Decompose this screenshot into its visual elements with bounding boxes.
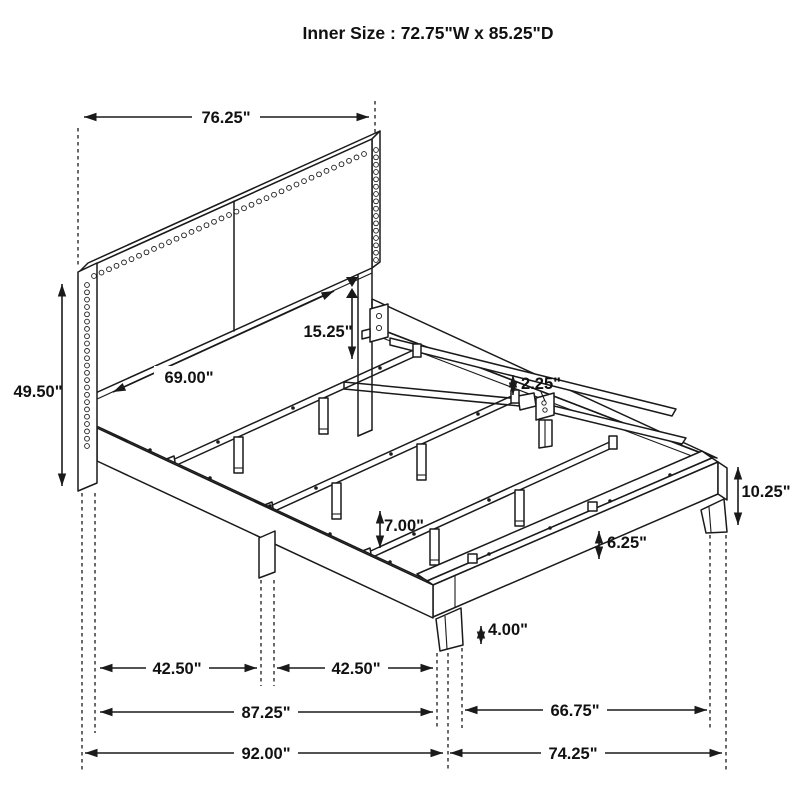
nailhead-icon [114,263,119,268]
dimension-label: 7.00" [384,517,424,535]
nailhead-icon [374,199,379,204]
nailhead-icon [287,186,292,191]
nailhead-icon [85,392,90,397]
dimension-label: 66.75" [550,702,600,720]
dimension-label: 10.25" [741,483,791,501]
dim-headboard-height [13,284,62,486]
nailhead-icon [294,182,299,187]
nailhead-icon [85,400,90,405]
nailhead-icon [85,349,90,354]
dimension-label: 92.00" [241,745,291,763]
nailhead-icon [374,162,379,167]
nailhead-icon [144,250,149,255]
foot-rail [417,451,727,617]
nailhead-icon [374,206,379,211]
headboard [78,131,388,491]
near-rail-front-face [97,428,433,618]
nailhead-icon [85,370,90,375]
nailhead-icon [122,260,127,265]
nailhead-icon [374,258,379,263]
nailhead-icon [257,199,262,204]
dimension-label: 49.50" [13,383,63,401]
dimension-label: 76.25" [201,109,251,127]
nailhead-icon [354,155,359,160]
nailhead-icon [249,202,254,207]
dim-foot-leg-height [481,621,528,644]
nailhead-icon [374,155,379,160]
nailhead-icon [212,219,217,224]
headboard-panel [80,139,372,400]
nailhead-icon [167,240,172,245]
dimension-label: 74.25" [548,745,598,763]
nailhead-icon [85,385,90,390]
nailhead-icon [85,429,90,434]
nailhead-icon [99,270,104,275]
headboard-bracket [370,304,388,342]
nailhead-icon [182,233,187,238]
nailhead-icon [204,223,209,228]
foot-rail-end-face [718,462,727,500]
nailhead-icon [227,213,232,218]
dim-side-rail-height [599,531,647,559]
nailhead-icon [374,192,379,197]
slat-1 [164,344,421,473]
nailhead-icon [85,444,90,449]
dim-leg-to-leg-length [100,701,433,723]
dimension-label: 15.25" [303,323,353,341]
nailhead-icon [174,236,179,241]
inner-size-title: Inner Size : 72.75"W x 85.25"D [302,23,554,43]
nailhead-icon [137,253,142,258]
nailhead-icon [85,407,90,412]
nailhead-icon [339,162,344,167]
dim-span-head-to-center [100,657,257,679]
nailhead-icon [332,165,337,170]
nailhead-icon [347,158,352,163]
nailhead-icon [85,436,90,441]
nailhead-icon [374,221,379,226]
right-corner-leg [701,499,727,533]
nailhead-icon [374,236,379,241]
nailhead-icon [152,247,157,252]
dimension-label: 2.25" [521,375,561,393]
nailhead-icon [362,152,367,157]
nailhead-icon [92,274,97,279]
nailhead-icon [279,189,284,194]
nailhead-icon [85,327,90,332]
dim-overall-width [450,742,722,764]
nailhead-icon [374,243,379,248]
nailhead-icon [317,172,322,177]
dim-headboard-width [84,106,369,128]
nailhead-icon [374,184,379,189]
dimension-label: 42.50" [152,660,202,678]
nailhead-icon [374,170,379,175]
dimension-label: 42.50" [331,660,381,678]
nailhead-icon [219,216,224,221]
stringer-hook-tab [468,554,477,563]
nailhead-icon [242,206,247,211]
dimension-label: 87.25" [241,704,291,722]
middle-support-leg [259,531,275,578]
nailhead-icon [85,334,90,339]
nailhead-icon [309,175,314,180]
nailhead-icon [85,363,90,368]
nailhead-icon [374,177,379,182]
foot-rail-front-face [433,462,718,617]
nailhead-icon [129,257,134,262]
nailhead-icon [85,305,90,310]
nailhead-icon [159,243,164,248]
nailhead-icon [302,179,307,184]
rail-bracket-plate [536,393,554,420]
nailhead-icon [374,250,379,255]
foot-rail-top-face [427,458,718,585]
nailhead-icon [85,341,90,346]
nailhead-icon [234,209,239,214]
nailhead-icon [374,148,379,153]
headboard-right-leg [358,268,388,436]
nailhead-icon [272,192,277,197]
nailhead-icon [85,290,90,295]
nailhead-icon [85,283,90,288]
stringer-hook [518,393,536,410]
nailhead-icon [85,378,90,383]
nailhead-icon [324,169,329,174]
dim-foot-inner-width [465,699,707,721]
nailhead-icon [85,414,90,419]
nailhead-icon [374,214,379,219]
dimension-label: 69.00" [164,369,214,387]
dim-overall-length [85,742,443,764]
nailhead-icon [85,297,90,302]
nailhead-icon [85,356,90,361]
dimension-label: 4.00" [488,621,528,639]
nailhead-icon [85,319,90,324]
dim-support-leg-height [380,511,424,548]
nailhead-icon [197,226,202,231]
nailhead-icon [374,228,379,233]
dimension-label: 6.25" [607,534,647,552]
nailhead-icon [264,196,269,201]
nailhead-icon [107,267,112,272]
nailhead-icon [85,312,90,317]
dim-frame-height [738,467,791,525]
nailhead-icon [189,230,194,235]
stringer-hook-tab [588,502,597,511]
nailhead-icon [85,422,90,427]
dim-span-center-to-foot [277,657,433,679]
